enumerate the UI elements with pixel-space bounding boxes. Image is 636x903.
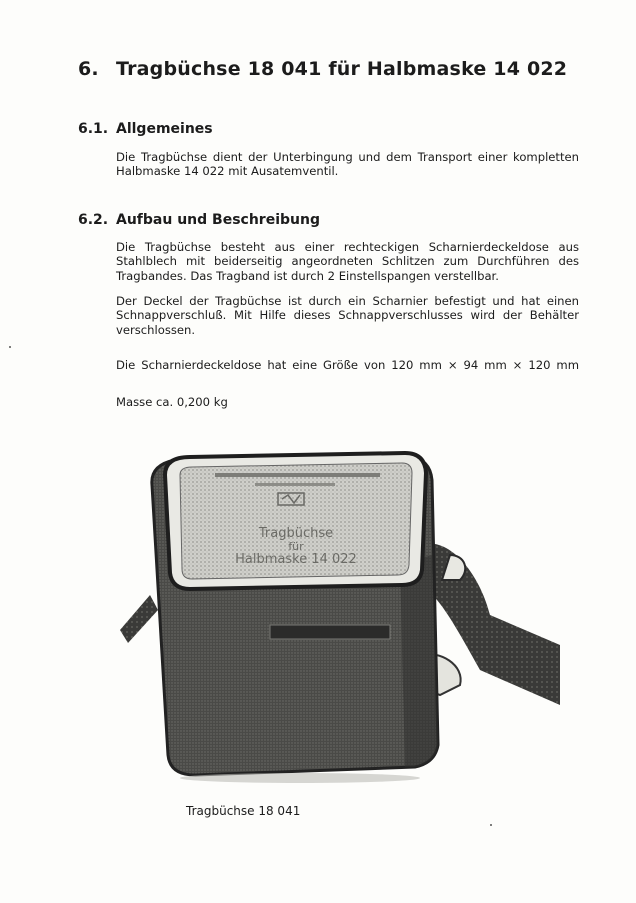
lid-label-line: Halbmaske 14 022 (235, 552, 357, 567)
strap-slot (270, 625, 390, 639)
paragraph-line: Halbmaske 14 022 mit Ausatemventil. (116, 164, 339, 179)
heading-title: Tragbüchse 18 041 für Halbmaske 14 022 (116, 58, 568, 80)
paragraph-line: Die Tragbüchse besteht aus einer rechteckigen Scharnierdeckeldose aus (116, 240, 579, 254)
scan-speck (9, 346, 11, 348)
section-title: Allgemeines (116, 121, 213, 137)
strap-left (120, 595, 158, 643)
heading-number: 6. (78, 58, 99, 80)
scan-speck (490, 824, 492, 826)
paragraph-line: Die Scharnierdeckeldose hat eine Größe von 120 mm × 94 mm × 120 mm (116, 358, 579, 372)
paragraph-line: verschlossen. (116, 322, 196, 337)
paragraph-line: Tragbandes. Das Tragband ist durch 2 Einstellspangen verstellbar. (116, 268, 499, 283)
paragraph-line: Die Tragbüchse dient der Unterbingung und dem Transport einer kompletten (116, 150, 579, 164)
case-ground-shadow (180, 773, 420, 783)
paragraph-line: Stahlblech mit beiderseitig angeordneten Schlitzen zum Durchführen des (116, 254, 579, 269)
paragraph-dimensions (116, 358, 579, 372)
paragraph-line: Masse ca. 0,200 kg (116, 395, 228, 409)
photo-caption: Tragbüchse 18 041 (186, 804, 301, 818)
lid-label-line: für (288, 540, 304, 553)
lid-small-print (215, 473, 380, 477)
section-heading-aufbau (78, 212, 320, 228)
page-heading (78, 58, 567, 80)
paragraph-aufbau-2 (116, 294, 579, 337)
section-heading-allgemeines (78, 121, 213, 137)
paragraph-line: Schnappverschluß. Mit Hilfe dieses Schnappverschlusses wird der Behälter (116, 308, 579, 323)
lid-label-line: Tragbüchse (258, 526, 334, 541)
lid-small-print (255, 483, 335, 486)
paragraph-allgemeines (116, 150, 579, 179)
carrying-case-photo (120, 445, 560, 785)
paragraph-aufbau-1 (116, 240, 579, 283)
section-number: 6.1. (78, 121, 109, 137)
paragraph-line: Der Deckel der Tragbüchse ist durch ein Scharnier befestigt und hat einen (116, 294, 579, 308)
paragraph-mass (116, 395, 579, 409)
section-number: 6.2. (78, 212, 109, 228)
section-title: Aufbau und Beschreibung (116, 212, 320, 228)
